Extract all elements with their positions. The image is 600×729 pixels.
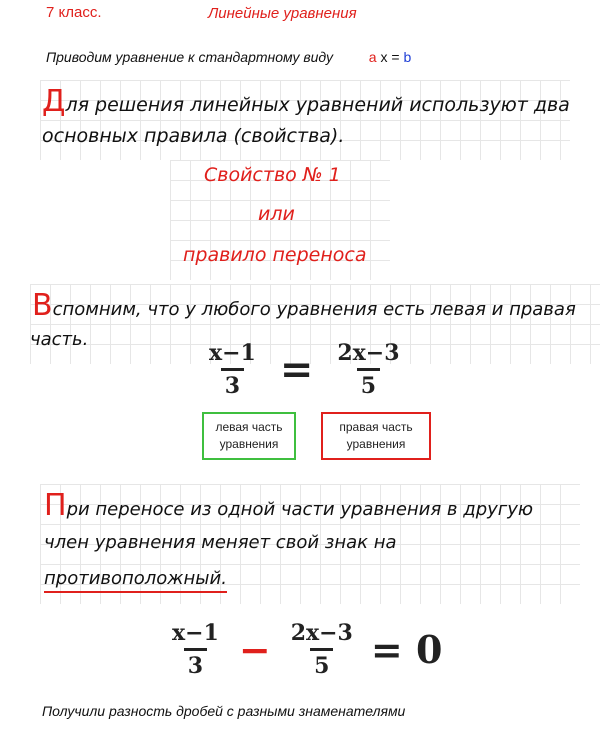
eq1-left-numerator: x−1 — [209, 340, 256, 366]
para1-line2: основных правила (свойства). — [42, 125, 345, 147]
eq2-left-numerator: x−1 — [172, 620, 219, 646]
footer-text: Получили разность дробей с разными знаменателями — [42, 703, 406, 719]
grade-label: 7 класс. — [46, 4, 102, 21]
intro-formula — [369, 49, 411, 65]
eq1-left-denominator: 3 — [221, 368, 244, 399]
eq1-left-fraction — [205, 340, 260, 399]
eq2-left-denominator: 3 — [184, 648, 207, 679]
para3-line2: член уравнения меняет свой знак на — [44, 532, 397, 553]
eq1-equals: = — [279, 346, 314, 393]
formula-b: b — [403, 49, 412, 65]
property-or: или — [258, 203, 295, 225]
eq2-equals-zero: = 0 — [370, 627, 443, 672]
equation1 — [205, 340, 404, 399]
formula-mid: x = — [376, 49, 404, 65]
right-part-box — [321, 412, 431, 460]
para2-line1-text: спомним, что у любого уравнения есть левая и правая — [52, 299, 576, 320]
para1-dropcap: Д — [42, 84, 66, 119]
left-part-box — [202, 412, 296, 460]
topic-title: Линейные уравнения — [208, 5, 357, 22]
eq1-right-fraction — [333, 340, 403, 399]
para3-line3: противоположный. — [44, 568, 227, 593]
para2-line2: часть. — [30, 329, 89, 350]
equation2 — [168, 620, 442, 679]
para3-line1 — [44, 488, 533, 523]
para1-line1-text: ля решения линейных уравнений используют два — [65, 94, 570, 116]
intro-line — [46, 49, 411, 65]
eq1-right-denominator: 5 — [357, 368, 380, 399]
eq2-right-numerator: 2x−3 — [290, 620, 353, 646]
para3-line1-text: ри переносе из одной части уравнения в другую — [66, 499, 534, 520]
property-title: Свойство № 1 — [204, 164, 341, 186]
left-part-label-2: уравнения — [219, 437, 279, 451]
para2-dropcap: В — [32, 288, 53, 323]
eq2-right-fraction — [287, 620, 357, 679]
eq2-right-denominator: 5 — [310, 648, 333, 679]
eq1-right-numerator: 2x−3 — [337, 340, 400, 366]
right-part-label-1: правая часть — [339, 420, 413, 434]
intro-text: Приводим уравнение к стандартному виду — [46, 49, 334, 65]
formula-a: a — [368, 49, 377, 65]
eq2-minus: − — [238, 627, 271, 672]
para2-line1 — [32, 288, 576, 323]
eq2-left-fraction — [168, 620, 223, 679]
right-part-label-2: уравнения — [346, 437, 406, 451]
para3-dropcap: П — [44, 488, 67, 523]
para1-line1 — [42, 84, 570, 119]
property-rule: правило переноса — [183, 244, 367, 266]
left-part-label-1: левая часть — [215, 420, 283, 434]
